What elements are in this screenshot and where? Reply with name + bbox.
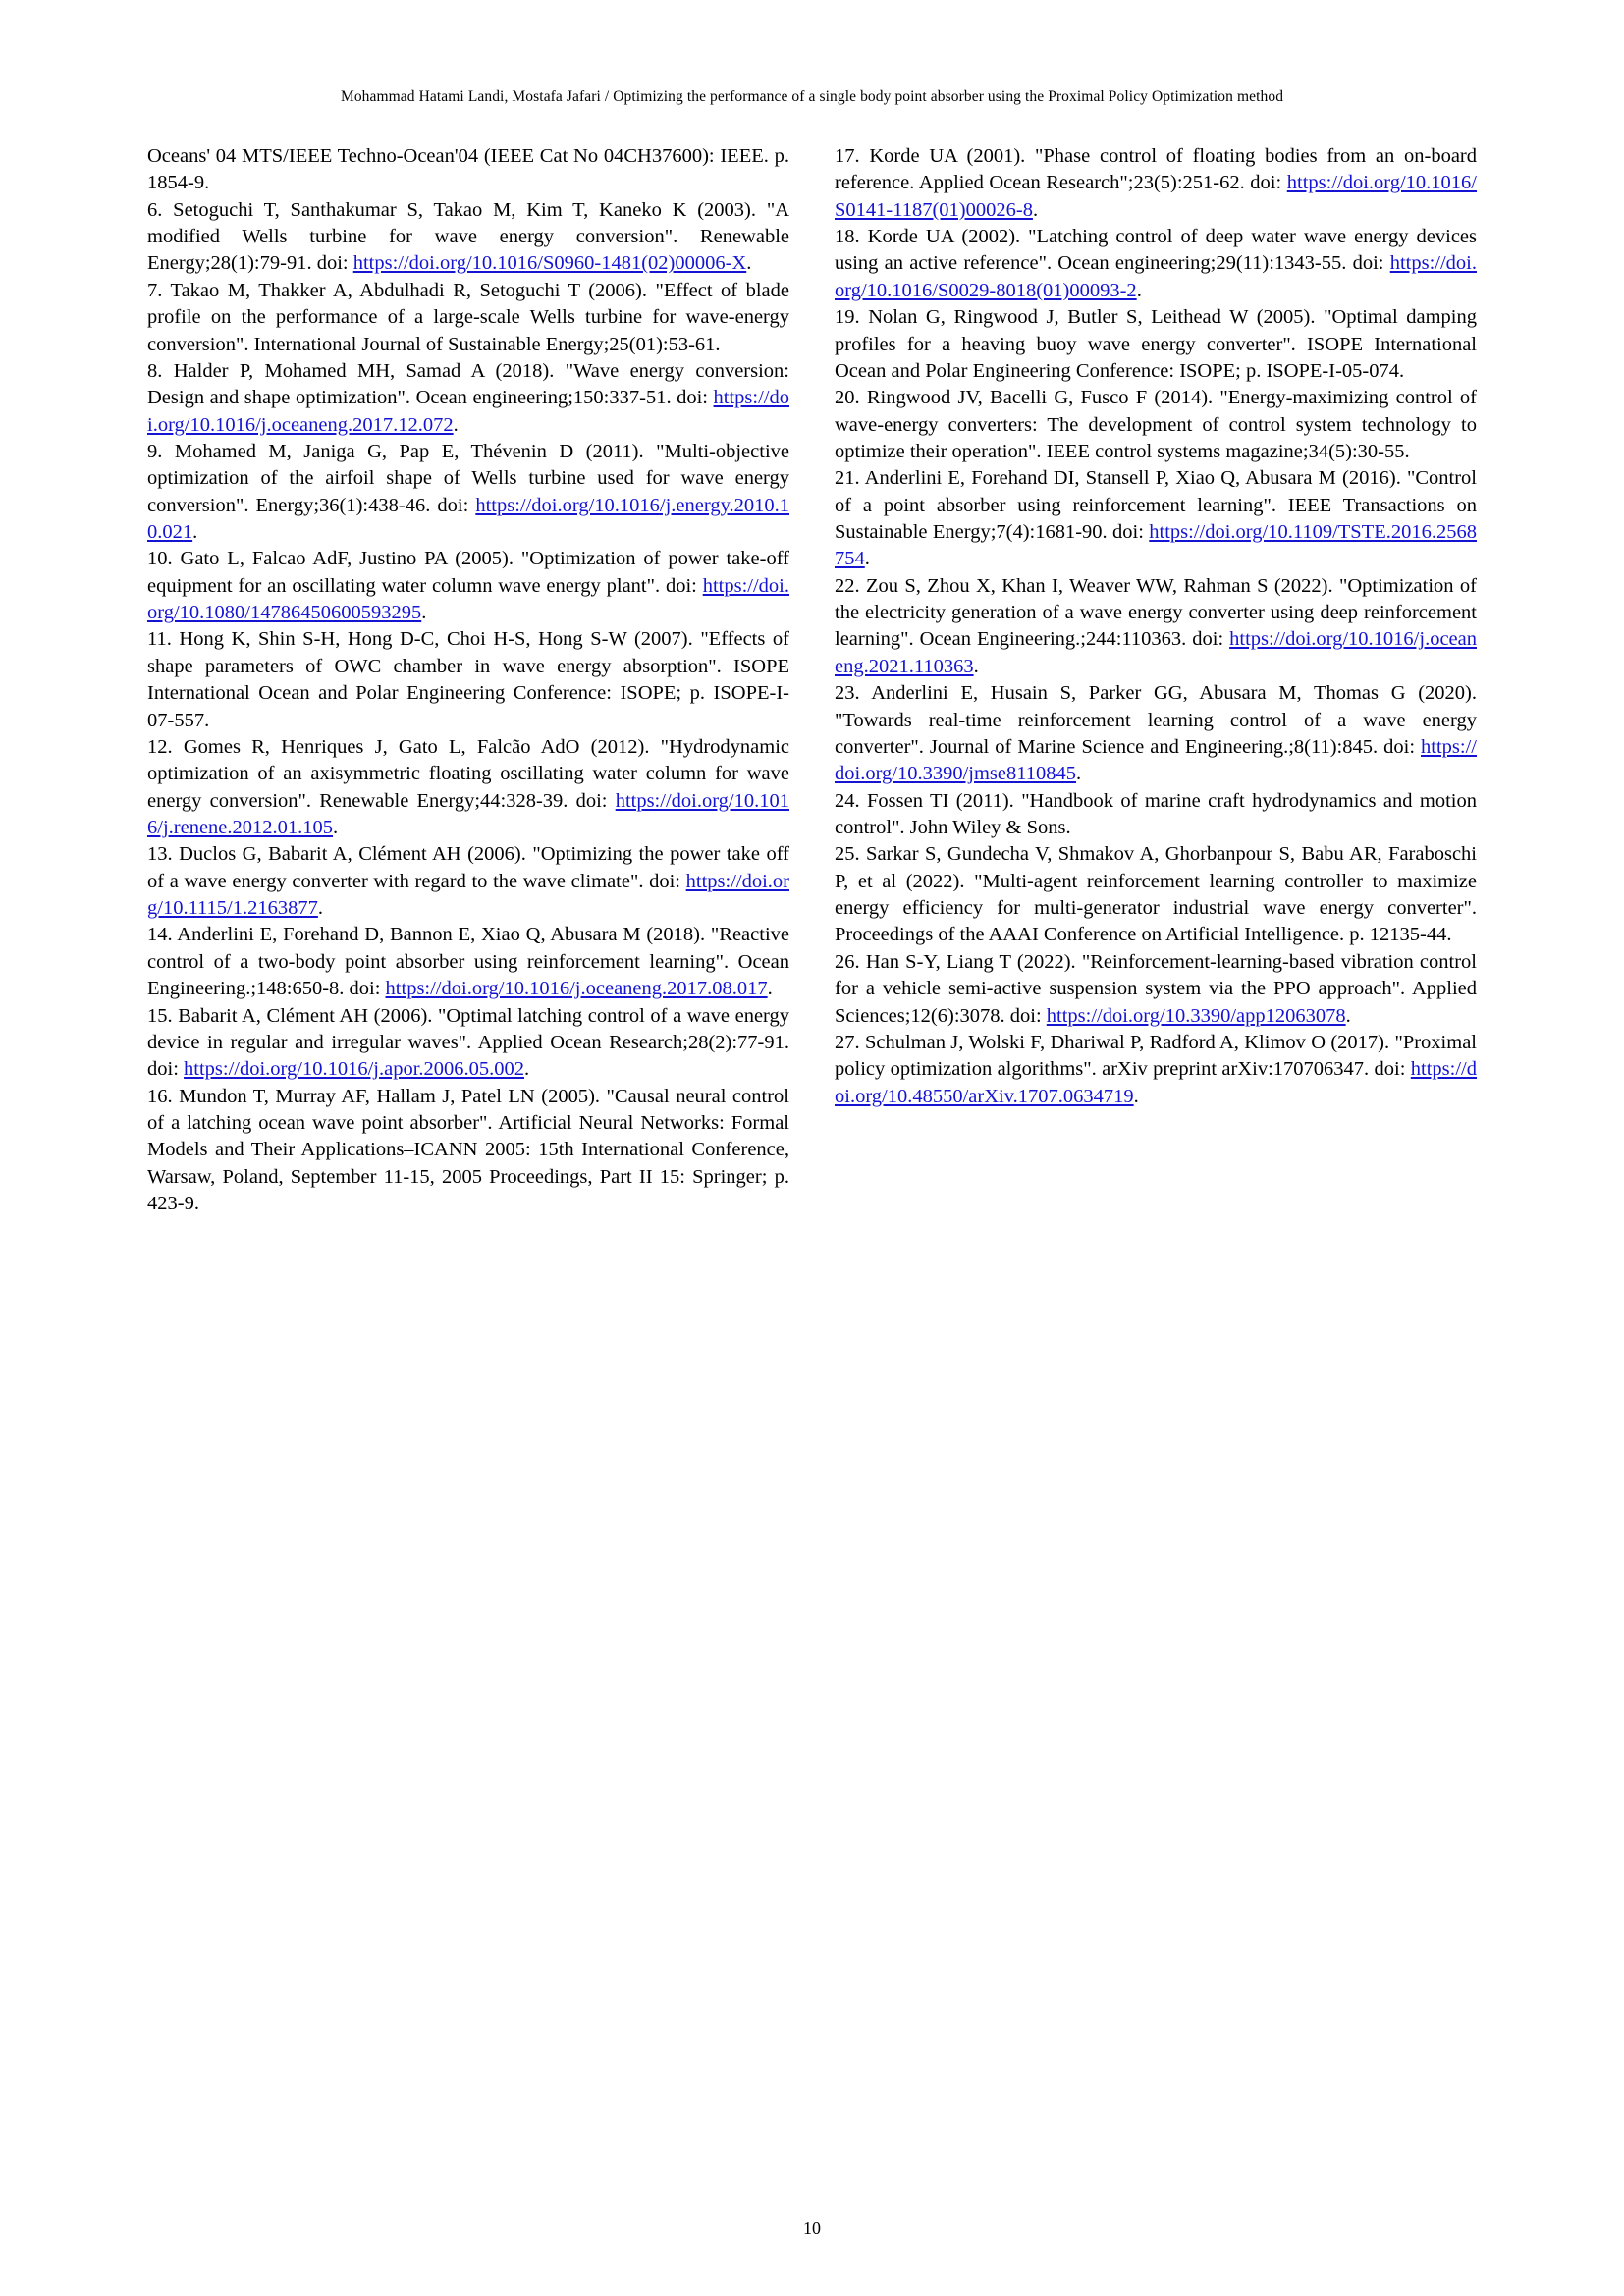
reference-entry (147, 841, 789, 922)
reference-text: 22. Zou S, Zhou X, Khan I, Weaver WW, Rahman S (2022). "Optimization of the electricity generation of a wave energy converter using deep reinforcement learning". Ocean Engineering.;244:110363. doi: (835, 574, 1477, 651)
doi-link[interactable]: https://doi.org/10.48550/arXiv.1707.0634719 (835, 1058, 1477, 1107)
reference-entry (147, 278, 789, 358)
reference-entry (147, 546, 789, 626)
page-number: 10 (803, 2218, 821, 2238)
reference-text: 9. Mohamed M, Janiga G, Pap E, Thévenin D (2011). "Multi-objective optimization of the airfoil shape of Wells turbine used for wave energy conversion". Energy;36(1):438-46. doi: (147, 440, 789, 516)
reference-text: 6. Setoguchi T, Santhakumar S, Takao M, Kim T, Kaneko K (2003). "A modified Wells turbine for wave energy conversion". Renewable Energy;28(1):79-91. doi: (147, 198, 789, 275)
reference-tail: . (1136, 279, 1142, 301)
reference-text: 7. Takao M, Thakker A, Abdulhadi R, Setoguchi T (2006). "Effect of blade profile on the performance of a large-scale Wells turbine for wave-energy conversion". International Journal of Sustainable Energy;25(01):53-61. (147, 279, 789, 355)
reference-text: 15. Babarit A, Clément AH (2006). "Optimal latching control of a wave energy device in regular and irregular waves". Applied Ocean Research;28(2):77-91. doi: (147, 1004, 789, 1081)
reference-entry (147, 626, 789, 733)
doi-link[interactable]: https://doi.org/10.1016/j.apor.2006.05.002 (184, 1058, 525, 1081)
doi-link[interactable]: https://doi.org/10.3390/jmse8110845 (835, 735, 1477, 785)
reference-text: 20. Ringwood JV, Bacelli G, Fusco F (2014). "Energy-maximizing control of wave-energy converters: The development of control system technology to optimize their operation". IEEE control systems magazine;34(5):30-55. (835, 387, 1477, 462)
doi-link[interactable]: https://doi.org/10.1016/j.oceaneng.2017.12.072 (147, 387, 789, 436)
reference-tail: . (421, 602, 427, 624)
reference-entry (147, 358, 789, 439)
reference-text: 19. Nolan G, Ringwood J, Butler S, Leithead W (2005). "Optimal damping profiles for a heaving buoy wave energy converter". ISOPE International Ocean and Polar Engineering Conference: ISOPE; p. ISOPE-I-05-074. (835, 306, 1477, 382)
reference-tail: . (767, 978, 773, 1000)
reference-text: 16. Mundon T, Murray AF, Hallam J, Patel LN (2005). "Causal neural control of a latching ocean wave point absorber". Artificial Neural Networks: Formal Models and Their Applications–ICANN 2005: 15th International Conference, Warsaw, Poland, September 11-15, 2005 Proceedings, Part II 15: Springer; p. 423-9. (147, 1085, 789, 1215)
running-head: Mohammad Hatami Landi, Mostafa Jafari / Optimizing the performance of a single body point absorber using the Proximal Policy Optimization method (340, 88, 1284, 105)
reference-text: 8. Halder P, Mohamed MH, Samad A (2018). "Wave energy conversion: Design and shape optimization". Ocean engineering;150:337-51. doi: (147, 359, 789, 409)
reference-tail: . (333, 816, 339, 838)
reference-text: 12. Gomes R, Henriques J, Gato L, Falcão AdO (2012). "Hydrodynamic optimization of an axisymmetric floating oscillating water column for wave energy conversion". Renewable Energy;44:328-39. doi: (147, 735, 789, 812)
reference-entry (147, 1084, 789, 1218)
reference-entry (147, 143, 789, 197)
reference-entry (147, 1003, 789, 1084)
reference-tail: . (973, 655, 979, 677)
reference-entry (147, 922, 789, 1002)
reference-text: 10. Gato L, Falcao AdF, Justino PA (2005). "Optimization of power take-off equipment for an oscillating water column wave energy plant". doi: (147, 548, 789, 597)
reference-text: 24. Fossen TI (2011). "Handbook of marine craft hydrodynamics and motion control". John Wiley & Sons. (835, 789, 1477, 838)
reference-tail: . (1032, 198, 1039, 221)
reference-text: 17. Korde UA (2001). "Phase control of floating bodies from an on-board reference. Applied Ocean Research";23(5):251-62. doi: (835, 145, 1477, 194)
reference-tail: . (746, 252, 752, 275)
reference-tail: . (1076, 763, 1082, 785)
reference-tail: . (524, 1058, 530, 1081)
reference-columns (147, 143, 1477, 1217)
reference-text: 14. Anderlini E, Forehand D, Bannon E, Xiao Q, Abusara M (2018). "Reactive control of a two-body point absorber using reinforcement learning". Ocean Engineering.;148:650-8. doi: (147, 924, 789, 1000)
doi-link[interactable]: https://doi.org/10.1016/j.oceaneng.2017.08.017 (385, 978, 768, 1000)
reference-text: 21. Anderlini E, Forehand DI, Stansell P, Xiao Q, Abusara M (2016). "Control of a point absorber using reinforcement learning". IEEE Transactions on Sustainable Energy;7(4):1681-90. doi: (835, 467, 1477, 544)
reference-entry (835, 143, 1477, 224)
doi-link[interactable]: https://doi.org/10.1016/j.energy.2010.10.021 (147, 494, 789, 544)
reference-entry (147, 439, 789, 546)
reference-entry (835, 573, 1477, 680)
doi-link[interactable]: https://doi.org/10.1109/TSTE.2016.2568754 (835, 521, 1477, 570)
doi-link[interactable]: https://doi.org/10.1016/j.renene.2012.01.105 (147, 789, 789, 838)
reference-tail: . (453, 413, 459, 436)
doi-link[interactable]: https://doi.org/10.1080/14786450600593295 (147, 574, 789, 624)
reference-tail: . (1133, 1085, 1139, 1107)
reference-entry (835, 385, 1477, 465)
doi-link[interactable]: https://doi.org/10.1115/1.2163877 (147, 870, 789, 920)
reference-text: 13. Duclos G, Babarit A, Clément AH (2006). "Optimizing the power take off of a wave energy converter with regard to the wave climate". doi: (147, 843, 789, 892)
reference-entry (147, 197, 789, 278)
reference-text: 27. Schulman J, Wolski F, Dhariwal P, Radford A, Klimov O (2017). "Proximal policy optimization algorithms". arXiv preprint arXiv:170706347. doi: (835, 1031, 1477, 1081)
doi-link[interactable]: https://doi.org/10.1016/S0029-8018(01)00093-2 (835, 252, 1477, 301)
reference-entry (835, 465, 1477, 572)
right-column (835, 143, 1477, 1110)
reference-text: 25. Sarkar S, Gundecha V, Shmakov A, Ghorbanpour S, Babu AR, Faraboschi P, et al (2022). "Multi-agent reinforcement learning controller to maximize energy efficiency for multi-generator industrial wave energy converter". Proceedings of the AAAI Conference on Artificial Intelligence. p. 12135-44. (835, 843, 1477, 946)
doi-link[interactable]: https://doi.org/10.3390/app12063078 (1046, 1004, 1346, 1027)
reference-entry (147, 734, 789, 841)
reference-entry (835, 304, 1477, 385)
reference-text: 23. Anderlini E, Husain S, Parker GG, Abusara M, Thomas G (2020). "Towards real-time reinforcement learning control of a wave energy converter". Journal of Marine Science and Engineering.;8(11):845. doi: (835, 682, 1477, 758)
doi-link[interactable]: https://doi.org/10.1016/S0141-1187(01)00026-8 (835, 172, 1477, 221)
reference-text: 18. Korde UA (2002). "Latching control of deep water wave energy devices using an active reference". Ocean engineering;29(11):1343-55. doi: (835, 226, 1477, 275)
reference-tail: . (317, 897, 323, 920)
reference-entry (835, 680, 1477, 787)
doi-link[interactable]: https://doi.org/10.1016/j.oceaneng.2021.110363 (835, 628, 1477, 677)
reference-entry (835, 1030, 1477, 1110)
reference-text: 26. Han S-Y, Liang T (2022). "Reinforcement-learning-based vibration control for a vehicle semi-active suspension system via the PPO approach". Applied Sciences;12(6):3078. doi: (835, 950, 1477, 1027)
reference-entry (835, 949, 1477, 1030)
doi-link[interactable]: https://doi.org/10.1016/S0960-1481(02)00006-X (352, 252, 747, 275)
reference-entry (835, 224, 1477, 304)
reference-text: 11. Hong K, Shin S-H, Hong D-C, Choi H-S, Hong S-W (2007). "Effects of shape parameters of OWC chamber in wave energy absorption". ISOPE International Ocean and Polar Engineering Conference: ISOPE; p. ISOPE-I-07-557. (147, 628, 789, 731)
reference-entry (835, 841, 1477, 948)
left-column (147, 143, 789, 1217)
reference-text: Oceans' 04 MTS/IEEE Techno-Ocean'04 (IEEE Cat No 04CH37600): IEEE. p. 1854-9. (147, 145, 789, 194)
reference-tail: . (864, 548, 870, 570)
reference-entry (835, 788, 1477, 842)
reference-tail: . (192, 521, 198, 544)
reference-tail: . (1345, 1004, 1351, 1027)
